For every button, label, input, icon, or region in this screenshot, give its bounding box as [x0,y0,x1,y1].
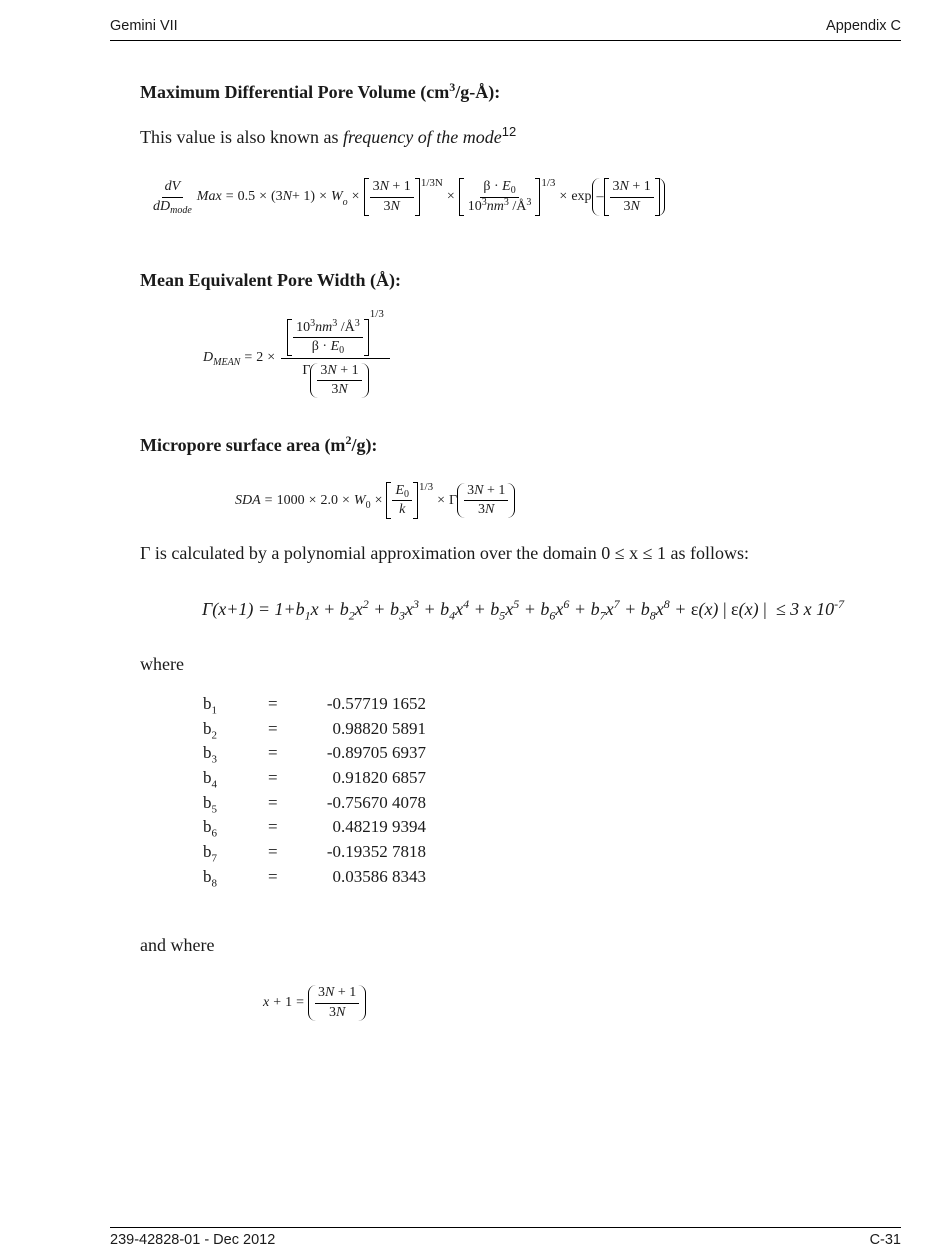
frequency-intro: This value is also known as frequency of the mode$^{12}$ [140,124,517,147]
coefficient-name: $b_1$ [203,694,217,717]
equals-sign: = [268,694,278,713]
coefficient-value: 0.98820 5891 [332,718,426,738]
equals-sign: = [268,866,278,886]
equals-sign: = [268,842,278,862]
coefficient-name: $b_6$ [203,817,217,840]
header-section: Appendix C [826,18,901,34]
section-title-max-pore-volume: Maximum Differential Pore Volume $(cm^3/g-Å)$: [140,80,501,102]
equals-sign: = [268,718,278,738]
equals-sign: = [268,768,278,788]
where-label: where [140,654,184,674]
equals-sign: = [268,817,278,837]
page-number: C-31 [869,1232,901,1248]
coefficient-name: $b_2$ [203,718,217,742]
footer-rule [110,1227,901,1228]
header-title: Gemini VII [110,18,178,34]
page-header [110,18,901,40]
equation-x-plus-one: x + 1 = $\frac{3N + 1}{3N}$ [263,985,366,1021]
coefficient-value: 0.91820 6857 [332,768,426,788]
coefficient-value: -0.89705 6937 [326,743,426,763]
coefficient-name: $b_5$ [203,792,217,816]
and-where-label: and where [140,935,215,955]
coefficient-name: $b_4$ [203,768,217,791]
coefficient-name: $b_7$ [203,842,217,865]
equation-d-mean: D MEAN = 2 × $\frac{10^3nm^3 /Å^3}{\beta \cdot E_0}$ $^{1/3}$ Γ $\frac{3N + 1}{3N}$ [203,310,392,405]
equals-sign: = [268,792,278,812]
coefficient-name: $b_3$ [203,743,217,766]
coefficient-name: $b_8$ [203,866,217,890]
coefficient-value: -0.57719 1652 [326,694,426,713]
coefficient-value: -0.19352 7818 [326,842,426,862]
equation-max-dv: $\frac{dV}{dD_{mode}}$ Max = 0.5 × (3 N + 1) × W o × $\frac{3N + 1}{3N}$ 1/3N × $\frac{\beta \cdot E_0}{10^3nm^3 /Å^3}$ 1/3 × exp – $\frac{3N + 1}{3N}$ [148,172,665,222]
equation-sda: SDA = 1000 × 2.0 × W 0 × $\frac{E_0}{k}$ 1/3 × Γ $\frac{3N + 1}{3N}$ [235,478,515,523]
equals-sign: = [268,743,278,763]
coefficient-value: 0.48219 9394 [332,817,426,837]
document-number: 239-42828-01 - Dec 2012 [110,1232,276,1248]
gamma-description: Γ is calculated by a polynomial approximation over the domain 0 ≤ x ≤ 1 as follows: [140,543,750,563]
section-title-mean-width: Mean Equivalent Pore Width (Å): [140,270,402,290]
header-rule [110,40,901,41]
gamma-polynomial: $\Gamma(x+1) = 1+b_1x + b_2x^2 + b_3x^3 + b_4x^4 + b_5x^5 + b_6x^6 + b_7x^7 + b_8x^8 + \varepsilon(x)$ | ε(x) | ≤ 3 x $10^{-7}$ [202,597,845,623]
section-title-micropore-area: Micropore surface area $(m^2/g)$: [140,433,378,455]
coefficient-value: 0.03586 8343 [332,866,426,886]
coefficient-value: -0.75670 4078 [326,792,426,812]
